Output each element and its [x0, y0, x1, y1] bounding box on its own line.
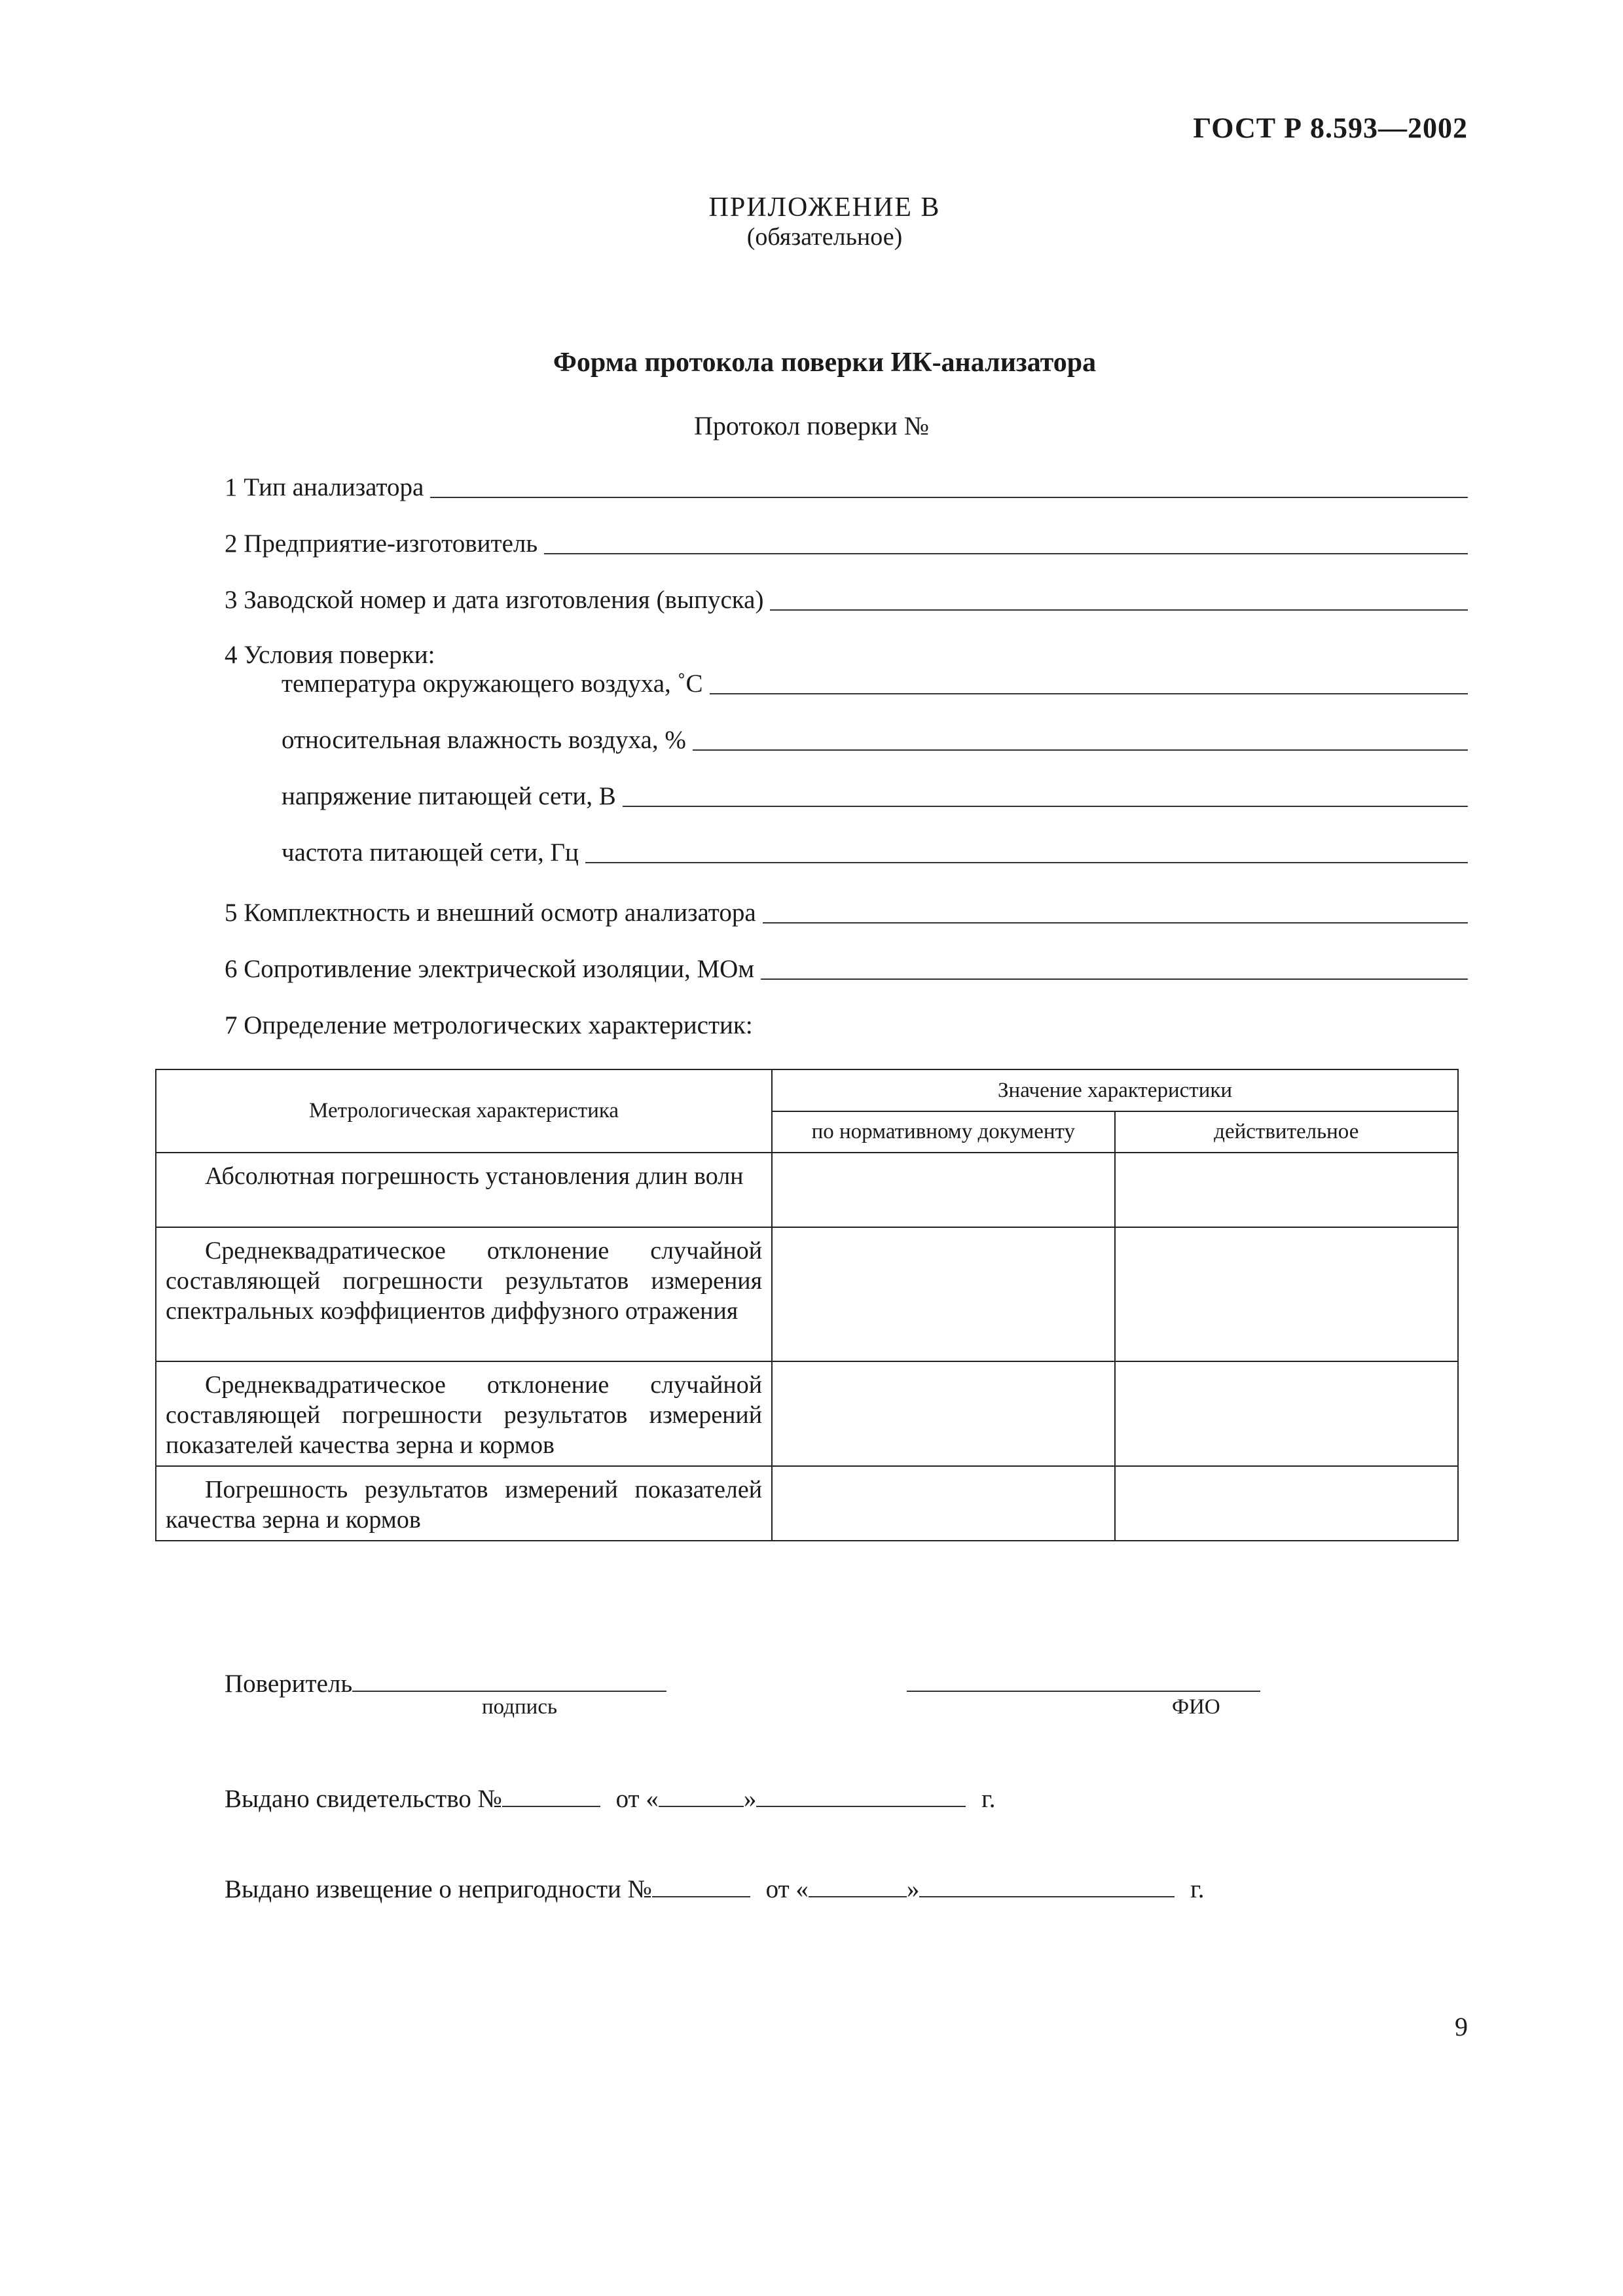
- signature-caption: подпись: [482, 1695, 558, 1719]
- table-row: [156, 1361, 1458, 1466]
- characteristic-name: Абсолютная погрешность установления длин волн: [156, 1153, 772, 1227]
- standard-designation: ГОСТ Р 8.593—2002: [1193, 112, 1468, 144]
- field-label: температура окружающего воздуха, ˚С: [282, 670, 703, 698]
- table-row: [156, 1227, 1458, 1361]
- fill-line[interactable]: [623, 805, 1468, 807]
- notice-day-field[interactable]: [809, 1895, 907, 1897]
- table-row: [156, 1466, 1458, 1541]
- certificate-number-field[interactable]: [502, 1805, 600, 1807]
- notice-year-suffix: г.: [1190, 1875, 1205, 1903]
- col-header-value: Значение характеристики: [772, 1069, 1458, 1111]
- field-humidity: [282, 725, 1468, 755]
- certificate-day-field[interactable]: [659, 1805, 744, 1807]
- name-caption: ФИО: [1172, 1695, 1220, 1719]
- certificate-month-field[interactable]: [756, 1805, 966, 1807]
- field-label: напряжение питающей сети, В: [282, 782, 616, 810]
- field-label: 2 Предприятие-изготовитель: [225, 529, 538, 558]
- actual-value-cell[interactable]: [1115, 1153, 1458, 1227]
- certificate-quote-close: »: [743, 1785, 757, 1813]
- characteristic-name: Погрешность результатов измерений показателей качества зерна и кормов: [156, 1466, 772, 1541]
- verifier-line: [225, 1669, 666, 1698]
- appendix-title: ПРИЛОЖЕНИЕ В: [708, 192, 941, 223]
- normative-value-cell[interactable]: [772, 1361, 1114, 1466]
- appendix-status: (обязательное): [746, 223, 903, 251]
- field-label: 5 Комплектность и внешний осмотр анализатора: [225, 899, 756, 927]
- metrology-table: [155, 1069, 1459, 1541]
- actual-value-cell[interactable]: [1115, 1361, 1458, 1466]
- notice-line: [225, 1874, 1205, 1904]
- fill-line[interactable]: [710, 692, 1468, 694]
- fill-line[interactable]: [693, 749, 1468, 751]
- field-voltage: [282, 781, 1468, 811]
- field-analyzer-type: [225, 473, 1468, 502]
- certificate-year-suffix: г.: [981, 1785, 996, 1813]
- certificate-from: от «: [615, 1785, 659, 1813]
- actual-value-cell[interactable]: [1115, 1466, 1458, 1541]
- metrology-heading: 7 Определение метрологических характеристик:: [225, 1011, 753, 1039]
- normative-value-cell[interactable]: [772, 1466, 1114, 1541]
- page-number: 9: [1455, 2012, 1468, 2041]
- normative-value-cell[interactable]: [772, 1227, 1114, 1361]
- notice-month-field[interactable]: [919, 1895, 1175, 1897]
- signature-line[interactable]: [352, 1690, 666, 1692]
- fill-line[interactable]: [585, 861, 1468, 863]
- field-completeness: [225, 898, 1468, 927]
- field-serial-date: [225, 585, 1468, 615]
- field-label: 6 Сопротивление электрической изоляции, МОм: [225, 955, 755, 983]
- normative-value-cell[interactable]: [772, 1153, 1114, 1227]
- field-insulation: [225, 954, 1468, 984]
- notice-from: от «: [765, 1875, 809, 1903]
- field-frequency: [282, 838, 1468, 867]
- fill-line[interactable]: [544, 552, 1468, 554]
- field-label: 1 Тип анализатора: [225, 473, 424, 501]
- col-header-normative: по нормативному документу: [772, 1111, 1114, 1153]
- table-row: [156, 1153, 1458, 1227]
- field-label: 3 Заводской номер и дата изготовления (выпуска): [225, 586, 764, 614]
- verifier-label: Поверитель: [225, 1670, 353, 1698]
- notice-quote-close: »: [906, 1875, 920, 1903]
- fill-line[interactable]: [761, 978, 1468, 980]
- field-temperature: [282, 669, 1468, 698]
- col-header-actual: действительное: [1115, 1111, 1458, 1153]
- notice-label: Выдано извещение о непригодности №: [225, 1875, 652, 1903]
- col-header-characteristic: Метрологическая характеристика: [156, 1069, 772, 1153]
- certificate-label: Выдано свидетельство №: [225, 1785, 502, 1813]
- name-line[interactable]: [907, 1690, 1260, 1692]
- conditions-heading: 4 Условия поверки:: [225, 641, 435, 669]
- field-label: относительная влажность воздуха, %: [282, 726, 686, 754]
- actual-value-cell[interactable]: [1115, 1227, 1458, 1361]
- characteristic-name: Среднеквадратическое отклонение случайной составляющей погрешности результатов измерения спектральных коэффициентов диффузного отражения: [156, 1227, 772, 1361]
- name-line-wrap: [907, 1669, 1260, 1698]
- field-label: частота питающей сети, Гц: [282, 838, 579, 867]
- fill-line[interactable]: [430, 496, 1468, 498]
- notice-number-field[interactable]: [652, 1895, 750, 1897]
- field-manufacturer: [225, 529, 1468, 558]
- certificate-line: [225, 1784, 995, 1814]
- fill-line[interactable]: [770, 609, 1468, 611]
- fill-line[interactable]: [763, 922, 1468, 924]
- characteristic-name: Среднеквадратическое отклонение случайной составляющей погрешности результатов измерений показателей качества зерна и кормов: [156, 1361, 772, 1466]
- protocol-title: Протокол поверки №: [694, 411, 929, 440]
- form-title: Форма протокола поверки ИК-анализатора: [553, 348, 1097, 378]
